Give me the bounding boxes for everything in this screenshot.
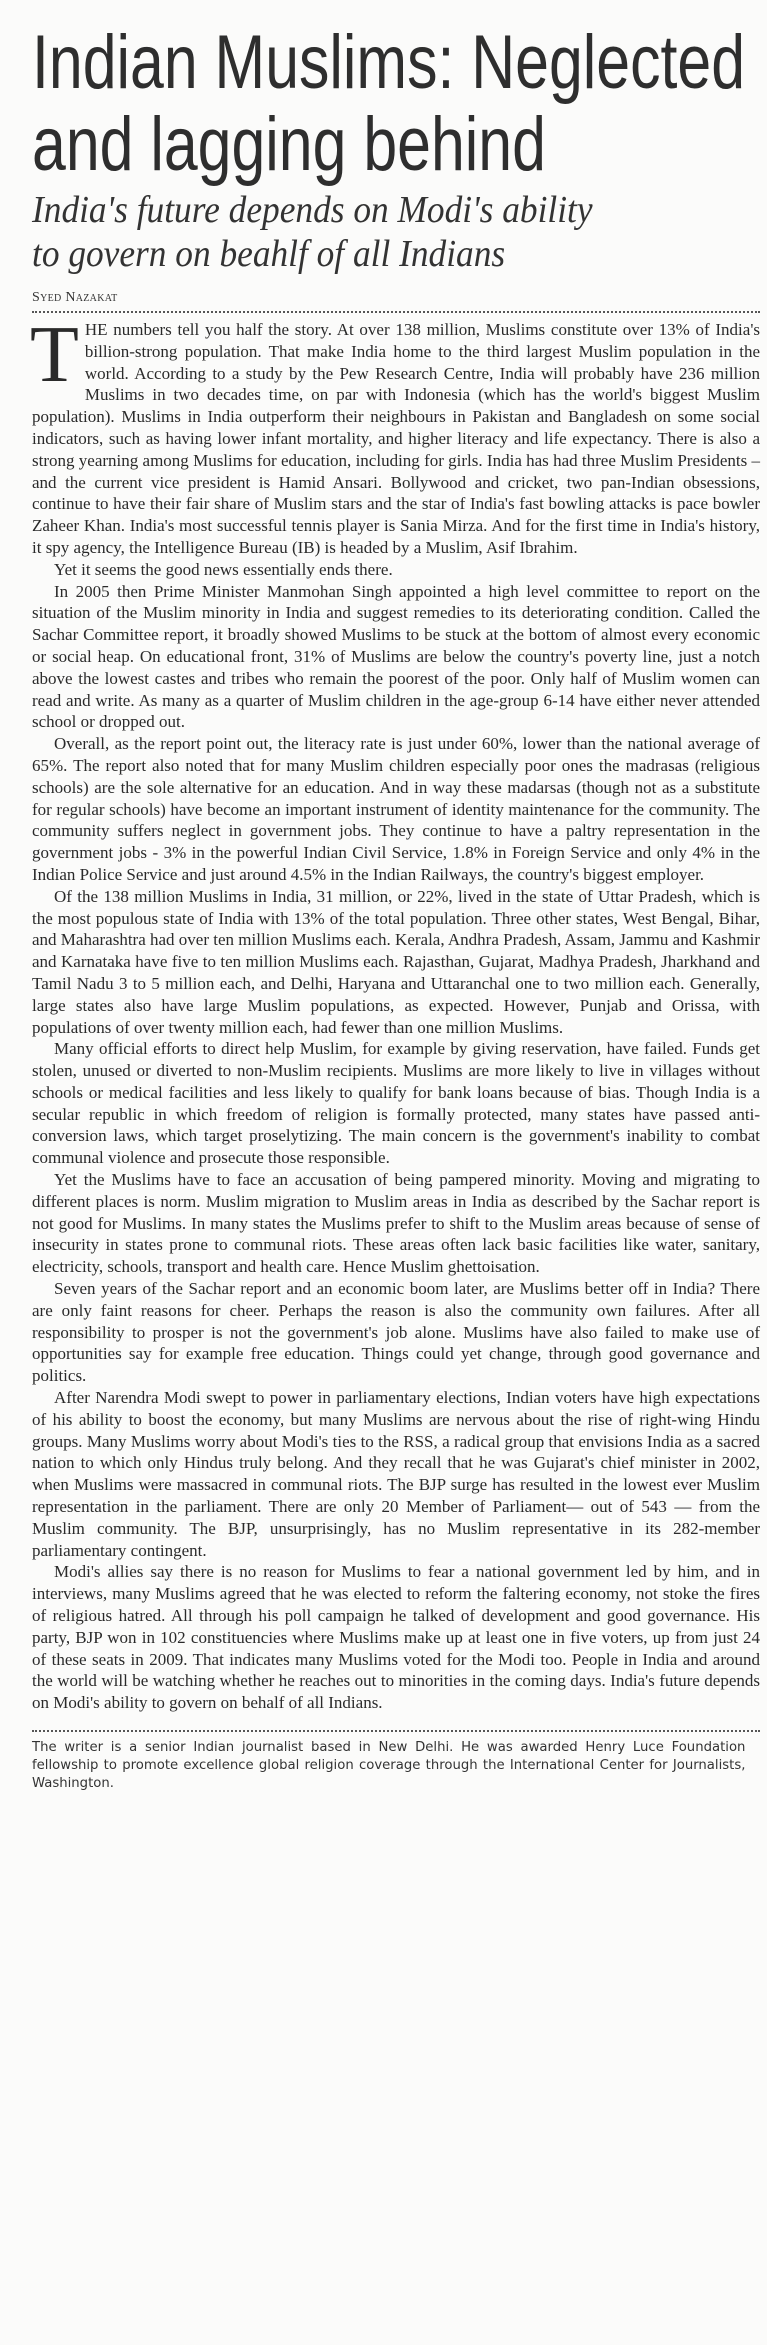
- byline: Syed Nazakat: [32, 290, 118, 305]
- subheadline-line-2: to govern on beahlf of all Indians: [32, 233, 506, 275]
- paragraph: Modi's allies say there is no reason for Muslims to fear a national government led by him, and in interviews, many Muslims agreed that he was elected to reform the faltering economy, not stoke the fires of religious hatred. All through his poll campaign he talked of development and good governance. His party, BJP won in 102 constituencies where Muslims make up at least one in five voters, up from just 24 of these seats in 2009. That indicates many Muslims voted for the Modi too. People in India and around the world will be watching whether he reaches out to minorities in the coming days. India's future depends on Modi's ability to govern on behalf of all Indians.: [32, 1562, 760, 1713]
- headline-line-2: and lagging behind: [32, 102, 546, 187]
- divider: [32, 311, 760, 313]
- paragraph: Yet the Muslims have to face an accusation of being pampered minority. Moving and migrating to different places is norm. Muslim migration to Muslim areas in India as described by the Sachar report is not good for Muslims. In many states the Muslims prefer to shift to the Muslim areas because of sense of insecurity in states prone to communal riots. These areas often lack basic facilities like water, sanitary, electricity, schools, transport and health care. Hence Muslim ghettoisation.: [32, 1170, 760, 1277]
- article-body: [30, 311, 760, 1714]
- paragraph: After Narendra Modi swept to power in parliamentary elections, Indian voters have high expectations of his ability to boost the economy, but many Muslims are nervous about the rise of right-wing Hindu groups. Many Muslims worry about Modi's ties to the RSS, a radical group that envisions India as a sacred nation to which only Hindus truly belong. And they recall that he was Gujarat's chief minister in 2002, when Muslims were massacred in communal riots. The BJP surge has resulted in the lowest ever Muslim representation in the parliament. There are only 20 Member of Parliament— out of 543 — from the Muslim community. The BJP, unsurprisingly, has no Muslim representative in its 282-member parliamentary contingent.: [32, 1388, 760, 1560]
- article: [32, 0, 760, 1792]
- paragraph: Many official efforts to direct help Muslim, for example by giving reservation, have failed. Funds get stolen, unused or diverted to non-Muslim recipients. Muslims are more likely to live in villages without schools or medical facilities and less likely to qualify for bank loans because of bias. Though India is a secular republic in which freedom of religion is formally protected, many states have passed anti-conversion laws, which target proselytizing. The main concern is the government's inability to combat communal violence and prosecute those responsible.: [32, 1039, 760, 1168]
- headline: [32, 22, 760, 186]
- subheadline: [32, 188, 709, 276]
- paragraph: Overall, as the report point out, the literacy rate is just under 60%, lower than the national average of 65%. The report also noted that for many Muslim children especially poor ones the madrasas (religious schools) are the sole alternative for an education. And in way these madarsas (though not as a substitute for regular schools) have become an important instrument of identity maintenance for the community. The community suffers neglect in government jobs. They continue to have a paltry representation in the government jobs - 3% in the powerful Indian Civil Service, 1.8% in Foreign Service and only 4% in the Indian Police Service and just around 4.5% in the Indian Railways, the country's biggest employer.: [32, 734, 760, 884]
- drop-cap: T: [30, 311, 79, 399]
- paragraph: [30, 311, 760, 559]
- divider: [32, 1730, 760, 1732]
- paragraph-text: HE numbers tell you half the story. At over 138 million, Muslims constitute over 13% of India's billion-strong population. That make India home to the third largest Muslim population in the world. According to a study by the Pew Research Centre, India will probably have 236 million Muslims in two decades time, on par with Indonesia (which has the world's biggest Muslim population). Muslims in India outperform their neighbours in Pakistan and Bangladesh on some social indicators, such as having lower infant mortality, and higher literacy and life expectancy. There is also a strong yearning among Muslims for education, including for girls. India has had three Muslim Presidents – and the current vice president is Hamid Ansari. Bollywood and cricket, two pan-Indian obsessions, continue to have their fair share of Muslim stars and the star of India's fast bowling attacks is pace bowler Zaheer Khan. India's most successful tennis player is Sania Mirza. And for the first time in India's history, it spy agency, the Intelligence Bureau (IB) is headed by a Muslim, Asif Ibrahim.: [32, 320, 760, 557]
- paragraph: In 2005 then Prime Minister Manmohan Singh appointed a high level committee to report on the situation of the Muslim minority in India and suggest remedies to its deteriorating condition. Called the Sachar Committee report, it broadly showed Muslims to be stuck at the bottom of almost every economic or social heap. On educational front, 31% of Muslims are below the country's poverty line, just a notch above the lowest castes and tribes who remain the poorest of the poor. Only half of Muslim women can read and write. As many as a quarter of Muslim children in the age-group 6-14 have either never attended school or dropped out.: [32, 581, 760, 732]
- paragraph: Yet it seems the good news essentially ends there.: [54, 559, 393, 579]
- paragraph: Seven years of the Sachar report and an economic boom later, are Muslims better off in India? There are only faint reasons for cheer. Perhaps the reason is also the community own failures. After all responsibility to prosper is not the government's job alone. Muslims have also failed to make use of opportunities say for example free education. Things could yet change, through good governance and politics.: [32, 1279, 760, 1386]
- subheadline-line-1: India's future depends on Modi's ability: [32, 189, 593, 231]
- paragraph: Of the 138 million Muslims in India, 31 million, or 22%, lived in the state of Uttar Pradesh, which is the most populous state of India with 13% of the total population. Three other states, West Bengal, Bihar, and Maharashtra had over ten million Muslims each. Kerala, Andhra Pradesh, Assam, Jammu and Kashmir and Karnataka have five to ten million Muslims each. Rajasthan, Gujarat, Madhya Pradesh, Jharkhand and Tamil Nadu 3 to 5 million each, and Delhi, Haryana and Uttaranchal one to two million each. Generally, large states also have large Muslim populations, as expected. However, Punjab and Orissa, with populations of over twenty million each, had fewer than one million Muslims.: [32, 886, 760, 1037]
- author-note: The writer is a senior Indian journalist based in New Delhi. He was awarded Henry Luce Foundation fellowship to promote excellence global religion coverage through the International Center for Journalists, Washington.: [32, 1739, 746, 1791]
- headline-line-1: Indian Muslims: Neglected: [32, 20, 746, 105]
